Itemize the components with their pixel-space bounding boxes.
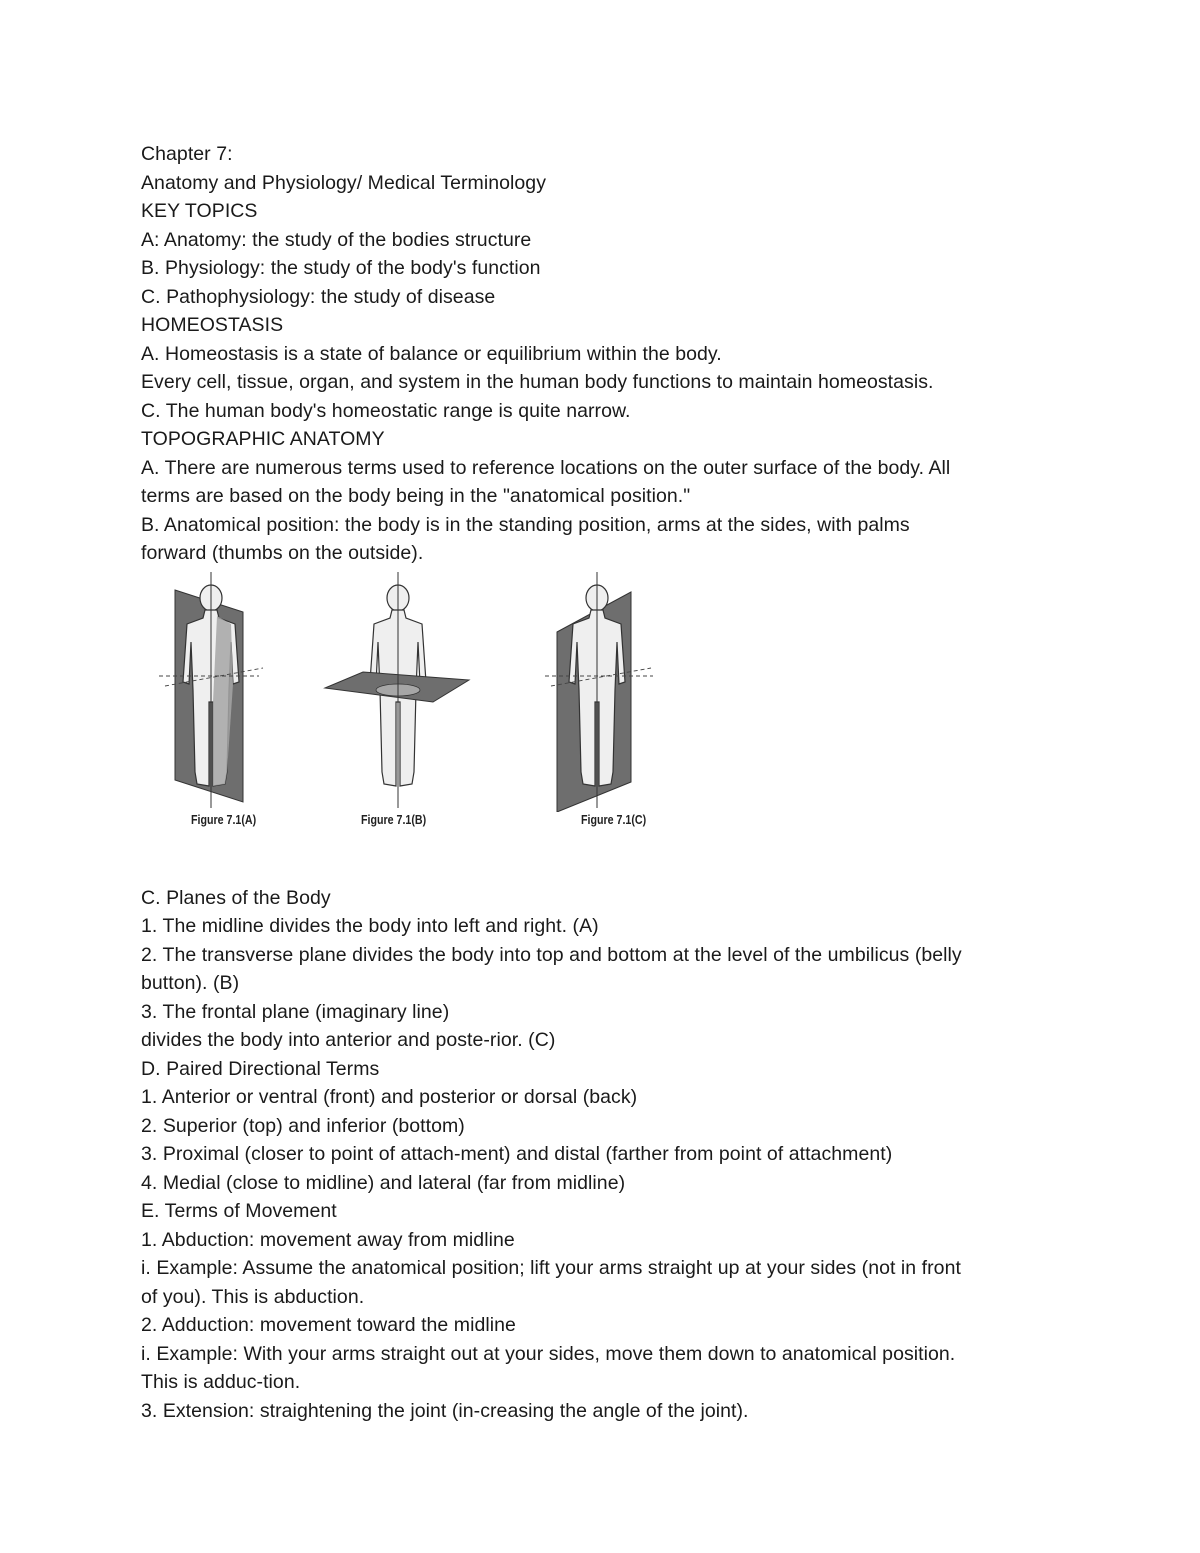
- text-line: forward (thumbs on the outside).: [141, 542, 424, 564]
- text-line: 3. The frontal plane (imaginary line): [141, 1000, 450, 1023]
- chapter-number: Chapter 7:: [141, 143, 233, 165]
- document-page: [141, 140, 1101, 1425]
- heading-topographic-anatomy: TOPOGRAPHIC ANATOMY: [141, 428, 385, 450]
- text-line: This is adduc-tion.: [141, 1371, 301, 1393]
- figure-b-caption: Figure 7.1(B): [361, 811, 427, 827]
- heading-planes-of-body: C. Planes of the Body: [141, 886, 331, 909]
- text-line: terms are based on the body being in the "anatomical position.": [141, 485, 691, 507]
- text-line: button). (B): [141, 972, 240, 994]
- text-line: B. Physiology: the study of the body's function: [141, 257, 541, 279]
- text-line: Every cell, tissue, organ, and system in the human body functions to maintain homeostasis.: [141, 371, 934, 393]
- figure-a-caption: Figure 7.1(A): [191, 811, 257, 827]
- chapter-title: Anatomy and Physiology/ Medical Terminology: [141, 171, 546, 194]
- text-line: C. The human body's homeostatic range is quite narrow.: [141, 399, 631, 422]
- figure-c-illustration: [541, 572, 661, 812]
- text-line: 2. Superior (top) and inferior (bottom): [141, 1114, 465, 1137]
- text-line: A: Anatomy: the study of the bodies structure: [141, 228, 532, 251]
- text-line: B. Anatomical position: the body is in the standing position, arms at the sides, with palms: [141, 513, 910, 536]
- figure-b-illustration: [323, 572, 473, 812]
- text-line: 1. The midline divides the body into left and right. (A): [141, 915, 599, 937]
- text-line: divides the body into anterior and poste-rior. (C): [141, 1029, 556, 1051]
- text-line: i. Example: Assume the anatomical position; lift your arms straight up at your sides (not in front: [141, 1257, 961, 1279]
- figure-7-1-c: [541, 572, 661, 827]
- text-line: 3. Extension: straightening the joint (in-creasing the angle of the joint).: [141, 1399, 749, 1422]
- text-line: 1. Abduction: movement away from midline: [141, 1228, 515, 1251]
- heading-homeostasis: HOMEOSTASIS: [141, 314, 284, 336]
- text-line: 2. The transverse plane divides the body into top and bottom at the level of the umbilicus (belly: [141, 943, 962, 966]
- figure-c-caption: Figure 7.1(C): [581, 811, 647, 827]
- heading-terms-of-movement: E. Terms of Movement: [141, 1200, 337, 1222]
- figure-a-illustration: [155, 572, 275, 812]
- figure-row: [141, 572, 1101, 870]
- text-block-top: [141, 140, 1101, 568]
- heading-paired-directional-terms: D. Paired Directional Terms: [141, 1057, 380, 1080]
- text-line: 1. Anterior or ventral (front) and posterior or dorsal (back): [141, 1086, 638, 1108]
- text-line: 4. Medial (close to midline) and lateral (far from midline): [141, 1171, 626, 1194]
- text-line: A. There are numerous terms used to reference locations on the outer surface of the body. All: [141, 456, 951, 479]
- figure-7-1-b: [323, 572, 473, 827]
- text-line: of you). This is abduction.: [141, 1285, 365, 1308]
- text-line: A. Homeostasis is a state of balance or equilibrium within the body.: [141, 342, 722, 365]
- text-line: i. Example: With your arms straight out at your sides, move them down to anatomical position.: [141, 1342, 956, 1365]
- text-line: C. Pathophysiology: the study of disease: [141, 285, 496, 308]
- text-block-bottom: [141, 884, 1101, 1426]
- figure-7-1-a: [155, 572, 275, 827]
- text-line: 2. Adduction: movement toward the midline: [141, 1314, 516, 1336]
- heading-key-topics: KEY TOPICS: [141, 200, 258, 222]
- text-line: 3. Proximal (closer to point of attach-ment) and distal (farther from point of attachment): [141, 1143, 893, 1165]
